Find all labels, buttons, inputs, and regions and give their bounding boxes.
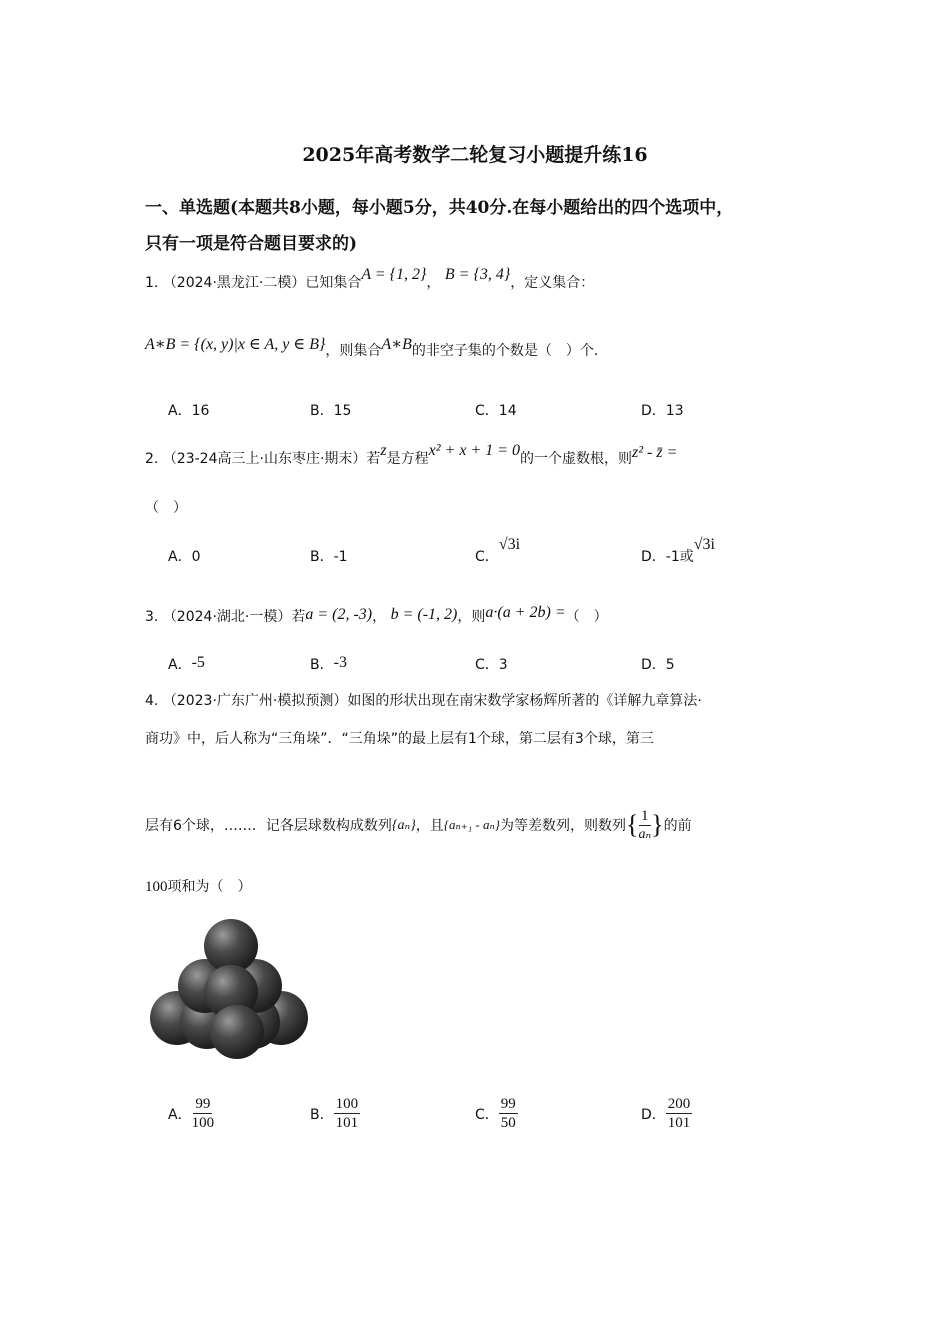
q3-text-a: 若 [291, 609, 306, 625]
option-value: -5 [191, 654, 205, 671]
fraction-denominator: 50 [500, 1115, 516, 1131]
option-label: C． [475, 657, 499, 673]
q2-option-b[interactable] [310, 546, 348, 566]
q3-option-c[interactable] [475, 654, 508, 674]
fraction-numerator: 200 [667, 1096, 691, 1112]
option-value: √3i [498, 536, 521, 553]
q3-text-b: ，则 [457, 609, 486, 625]
q4-option-c[interactable] [475, 1095, 518, 1132]
option-label: C． [475, 1106, 499, 1123]
q1-text-d: 的非空子集的个数是（ ）个. [411, 343, 599, 359]
fraction-denominator: 100 [191, 1115, 215, 1131]
q2-text-a: 若 [366, 451, 381, 467]
q4-option-a[interactable] [168, 1095, 214, 1132]
question-4-line4 [145, 876, 252, 896]
question-source: （2023·广东广州·模拟预测） [162, 693, 348, 709]
option-value: 16 [191, 403, 210, 419]
q2-text-c: 的一个虚数根，则 [520, 451, 633, 467]
option-label: C． [475, 549, 499, 565]
q1-text-c: ，则集合 [325, 343, 382, 359]
option-value: -1或 [665, 549, 694, 565]
option-label: C． [475, 403, 499, 419]
q4-line1: 如图的形状出现在南宋数学家杨辉所著的《详解九章算法· [347, 693, 702, 709]
question-number: 3. [145, 609, 159, 625]
section-heading-line2: 只有一项是符合题目要求的) [145, 234, 358, 254]
question-4-line1 [145, 690, 702, 710]
q1-option-a[interactable] [168, 400, 209, 420]
option-label: D． [641, 657, 666, 673]
q4-line3b: ，且 [415, 818, 444, 834]
q4-line3a: 层有6个球，……．记各层球数构成数列 [145, 818, 392, 834]
question-number: 2. [145, 451, 159, 467]
expression: a·(a + 2b) = [485, 604, 566, 621]
sequence-an: {aₙ} [391, 817, 416, 833]
q4-line3c: 为等差数列，则数列 [499, 818, 626, 834]
question-3-stem [145, 606, 608, 626]
option-fraction [499, 1095, 518, 1132]
option-fraction [192, 1095, 215, 1132]
q4-line3d: 的前 [663, 818, 692, 834]
option-value-extra: √3i [693, 536, 715, 553]
fraction-numerator: 100 [335, 1096, 359, 1112]
q2-text-b: 是方程 [386, 451, 429, 467]
question-source: （2024·湖北·一模） [162, 609, 292, 625]
hundred-value: 100 [145, 879, 168, 895]
option-value: -3 [333, 654, 347, 671]
q3-option-d[interactable] [641, 654, 675, 674]
option-value: 15 [333, 403, 352, 419]
option-fraction [334, 1095, 361, 1132]
question-number: 1. [145, 275, 159, 291]
fraction-numerator: 1 [641, 807, 649, 824]
equation: x² + x + 1 = 0 [428, 442, 521, 459]
right-brace: } [651, 810, 664, 839]
option-value: 3 [498, 657, 508, 673]
fraction-numerator: 99 [500, 1096, 516, 1112]
q2-option-c[interactable] [475, 536, 521, 566]
q3-option-a[interactable] [168, 654, 205, 674]
page-title: 2025年高考数学二轮复习小题提升练16 [302, 144, 648, 166]
q1-text-a: 已知集合 [305, 275, 362, 291]
question-1-stem [145, 266, 595, 292]
fraction-numerator: 99 [195, 1096, 211, 1112]
option-fraction [666, 1095, 693, 1132]
question-number: 4. [145, 693, 159, 709]
option-label: D． [641, 403, 666, 419]
q4-line4: 项和为（ ） [167, 879, 252, 895]
q1-sep: ， [426, 275, 441, 291]
vector-a: a = (2, -3) [305, 606, 373, 623]
ball [204, 919, 258, 973]
question-2-stem [145, 442, 678, 468]
var-z: z [380, 442, 387, 459]
option-label: D． [641, 549, 666, 565]
q3-blank: （ ） [565, 609, 608, 625]
option-label: B． [310, 549, 334, 565]
question-2-blank: （ ） [145, 500, 187, 516]
option-value: 5 [665, 657, 675, 673]
left-brace: { [625, 810, 639, 839]
option-value: 14 [498, 403, 517, 419]
ball [210, 1005, 264, 1059]
option-value: 0 [191, 549, 201, 565]
set-b: B = {3, 4} [444, 266, 511, 283]
q1-text-b: ，定义集合： [510, 275, 595, 291]
section-heading-line1: 一、单选题(本题共8小题，每小题5分，共40分.在每小题给出的四个选项中， [145, 198, 734, 218]
set-definition: A∗B = {(x, y)|x ∈ A, y ∈ B} [145, 336, 326, 353]
triangle-ball-stack-figure [145, 910, 315, 1060]
option-value: 13 [665, 403, 684, 419]
q2-option-d[interactable] [641, 536, 715, 566]
option-label: B． [310, 403, 334, 419]
q4-option-b[interactable] [310, 1095, 360, 1132]
vector-b: b = (-1, 2) [390, 606, 458, 623]
question-source: （2024·黑龙江·二模） [162, 275, 306, 291]
option-label: A． [168, 549, 192, 565]
expression: z² - z̄ = [632, 444, 678, 461]
sequence-diff: {aₙ₊₁ - aₙ} [443, 817, 500, 832]
option-value: -1 [333, 549, 348, 565]
option-label: A． [168, 403, 192, 419]
option-label: D． [641, 1106, 666, 1123]
fraction-denominator: 101 [667, 1115, 691, 1131]
option-label: B． [310, 1106, 334, 1123]
question-4-line2: 商功》中，后人称为“三角垛”．“三角垛”的最上层有1个球，第二层有3个球，第三 [145, 731, 654, 747]
reciprocal-fraction [638, 807, 651, 844]
q3-sep: ， [372, 609, 387, 625]
q1-option-b[interactable] [310, 400, 351, 420]
q4-option-d[interactable] [641, 1095, 692, 1132]
q2-option-a[interactable] [168, 546, 201, 566]
option-label: A． [168, 1106, 192, 1123]
set-a: A = {1, 2} [361, 266, 427, 283]
q3-option-b[interactable] [310, 654, 347, 674]
question-1-definition [145, 336, 599, 360]
fraction-denominator: aₙ [638, 826, 652, 842]
q1-option-c[interactable] [475, 400, 517, 420]
q1-option-d[interactable] [641, 400, 684, 420]
option-label: B． [310, 657, 334, 673]
question-source: （23-24高三上·山东枣庄·期末） [162, 451, 367, 467]
set-ab: A∗B [381, 336, 412, 353]
question-4-line3 [145, 800, 692, 850]
option-label: A． [168, 657, 192, 673]
fraction-denominator: 101 [335, 1115, 359, 1131]
